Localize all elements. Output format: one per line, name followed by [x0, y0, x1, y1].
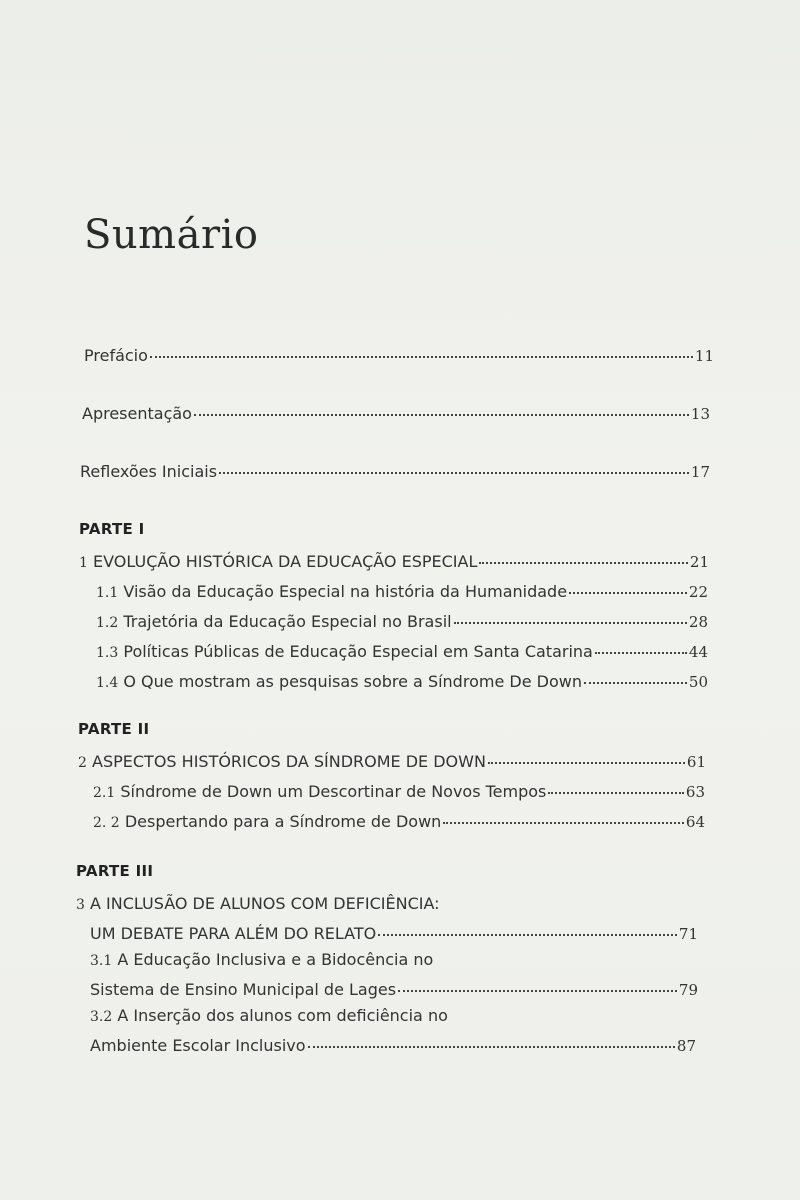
toc-section-3-2-line1[interactable]: [90, 1006, 448, 1025]
leader-dots: [479, 562, 688, 564]
toc-entry-apresentacao[interactable]: [82, 404, 710, 423]
part-heading: PARTE I: [79, 520, 145, 538]
section-number: 1.2: [96, 615, 119, 631]
toc-chapter-3-line1[interactable]: [76, 894, 440, 913]
section-title: Despertando para a Síndrome de Down: [124, 812, 442, 831]
toc-entry-page: 79: [678, 981, 698, 999]
toc-section-3-1-line2[interactable]: [90, 980, 698, 999]
toc-section-3-2-line2[interactable]: [90, 1036, 696, 1055]
section-title: O Que mostram as pesquisas sobre a Síndrome De Down: [123, 672, 582, 691]
toc-entry-page: 64: [685, 813, 705, 831]
toc-section-1-3[interactable]: [96, 642, 708, 661]
chapter-number: 2: [78, 755, 87, 771]
leader-dots: [378, 934, 677, 936]
toc-entry-page: 87: [676, 1037, 696, 1055]
section-title: Trajetória da Educação Especial no Brasil: [123, 612, 452, 631]
leader-dots: [443, 822, 684, 824]
toc-entry-page: 21: [689, 553, 709, 571]
leader-dots: [150, 356, 693, 358]
toc-section-2-1[interactable]: [93, 782, 705, 801]
toc-entry-prefacio[interactable]: [84, 346, 714, 365]
chapter-title: EVOLUÇÃO HISTÓRICA DA EDUCAÇÃO ESPECIAL: [93, 552, 478, 571]
section-title: A Educação Inclusiva e a Bidocência no: [117, 950, 434, 969]
toc-section-3-1-line1[interactable]: [90, 950, 433, 969]
toc-entry-page: 22: [688, 583, 708, 601]
chapter-number: 1: [79, 555, 88, 571]
section-title: A Inserção dos alunos com deficiência no: [117, 1006, 448, 1025]
section-title: Políticas Públicas de Educação Especial em Santa Catarina: [123, 642, 593, 661]
toc-entry-label: Reflexões Iniciais: [80, 462, 218, 481]
toc-entry-page: 71: [678, 925, 698, 943]
toc-entry-page: 61: [686, 753, 706, 771]
page-title: Sumário: [84, 212, 259, 258]
chapter-title: A INCLUSÃO DE ALUNOS COM DEFICIÊNCIA:: [90, 894, 440, 913]
chapter-number: 3: [76, 897, 85, 913]
toc-entry-label: Prefácio: [84, 346, 148, 365]
toc-chapter-3-line2[interactable]: [90, 924, 698, 943]
leader-dots: [308, 1046, 675, 1048]
toc-entry-label: Apresentação: [82, 404, 192, 423]
section-number: 3.1: [90, 953, 113, 969]
leader-dots: [569, 592, 687, 594]
toc-chapter-2[interactable]: [78, 752, 706, 771]
leader-dots: [488, 762, 685, 764]
section-number: 1.4: [96, 675, 119, 691]
toc-entry-page: 13: [690, 405, 710, 423]
chapter-title-cont: UM DEBATE PARA ALÉM DO RELATO: [90, 924, 377, 943]
part-heading: PARTE III: [76, 862, 154, 880]
toc-chapter-1[interactable]: [79, 552, 709, 571]
toc-entry-page: 28: [688, 613, 708, 631]
leader-dots: [548, 792, 684, 794]
leader-dots: [219, 472, 689, 474]
part-heading: PARTE II: [78, 720, 150, 738]
leader-dots: [454, 622, 687, 624]
leader-dots: [584, 682, 687, 684]
toc-entry-page: 50: [688, 673, 708, 691]
section-title-cont: Sistema de Ensino Municipal de Lages: [90, 980, 397, 999]
toc-entry-page: 11: [694, 347, 714, 365]
section-title-cont: Ambiente Escolar Inclusivo: [90, 1036, 306, 1055]
toc-section-1-1[interactable]: [96, 582, 708, 601]
chapter-title: ASPECTOS HISTÓRICOS DA SÍNDROME DE DOWN: [92, 752, 486, 771]
toc-entry-page: 63: [685, 783, 705, 801]
toc-entry-reflexoes[interactable]: [80, 462, 710, 481]
toc-section-1-4[interactable]: [96, 672, 708, 691]
toc-section-1-2[interactable]: [96, 612, 708, 631]
leader-dots: [194, 414, 689, 416]
section-number: 2. 2: [93, 815, 120, 831]
leader-dots: [398, 990, 677, 992]
toc-section-2-2[interactable]: [93, 812, 705, 831]
section-number: 2.1: [93, 785, 116, 801]
toc-entry-page: 17: [690, 463, 710, 481]
section-number: 1.3: [96, 645, 119, 661]
section-title: Visão da Educação Especial na história da Humanidade: [123, 582, 568, 601]
section-title: Síndrome de Down um Descortinar de Novos Tempos: [120, 782, 547, 801]
toc-entry-page: 44: [688, 643, 708, 661]
section-number: 1.1: [96, 585, 119, 601]
section-number: 3.2: [90, 1009, 113, 1025]
leader-dots: [595, 652, 687, 654]
